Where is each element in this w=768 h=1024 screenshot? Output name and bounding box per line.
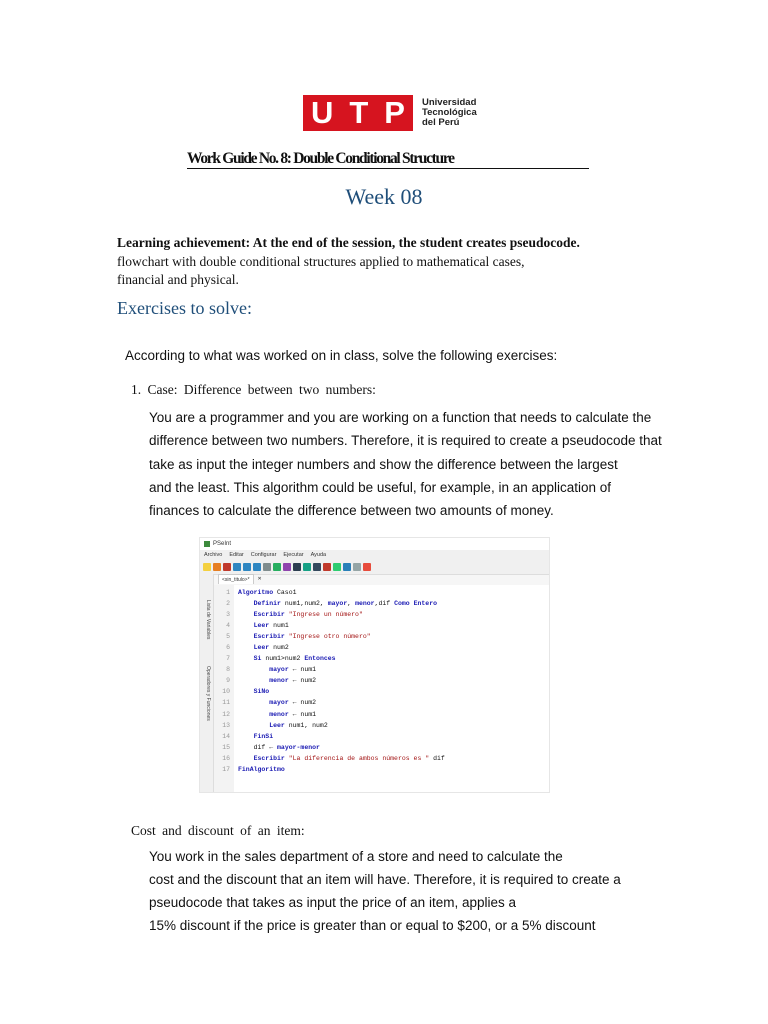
paragraph-line: finances to calculate the difference between two amounts of money.: [149, 503, 554, 519]
line-number: 1: [226, 589, 230, 596]
code-text: ← num2: [288, 699, 317, 707]
code-keyword: Escribir: [253, 754, 285, 762]
code-keyword: FinAlgoritmo: [238, 765, 285, 773]
toolbar-button-icon[interactable]: [263, 563, 271, 571]
logo-badge: [303, 95, 413, 131]
menu-item-ejecutar[interactable]: Ejecutar: [283, 552, 304, 558]
code-keyword: Entonces: [304, 655, 336, 663]
code-line: [214, 609, 445, 620]
code-text: ← num1: [288, 710, 317, 718]
line-number: 2: [226, 600, 230, 608]
code-line: [214, 642, 445, 653]
toolbar-button-icon[interactable]: [203, 563, 211, 571]
line-number: 14: [222, 732, 230, 740]
paragraph-line: You work in the sales department of a store and need to calculate the: [149, 849, 563, 864]
toolbar-button-icon[interactable]: [273, 563, 281, 571]
code-keyword: menor: [269, 677, 289, 685]
paragraph-line: take as input the integer numbers and show the difference between the largest: [149, 456, 618, 472]
line-number: 6: [226, 644, 230, 652]
code-keyword: menor: [355, 600, 375, 608]
code-string: "Ingrese otro número": [288, 633, 371, 641]
code-keyword: mayor: [327, 600, 348, 608]
code-line: [214, 587, 445, 598]
menu-bar: [200, 550, 549, 560]
window-title: PSeInt: [213, 541, 232, 547]
toolbar-button-icon[interactable]: [253, 563, 261, 571]
code-line: [214, 653, 445, 664]
editor-tabbar: [214, 574, 262, 584]
line-number: 10: [222, 688, 230, 696]
line-number: 11: [222, 699, 230, 707]
code-keyword: menor: [269, 710, 289, 718]
exercises-heading: Exercises to solve:: [117, 298, 252, 318]
logo-letter-t: T: [349, 95, 369, 130]
paragraph-line: difference between two numbers. Therefore, it is required to create a pseudocode that: [149, 433, 662, 449]
code-keyword: Escribir: [253, 611, 285, 619]
toolbar-button-icon[interactable]: [283, 563, 291, 571]
line-number: 4: [226, 622, 230, 630]
achievement-bold: Learning achievement: At the end of the session, the student creates pseudocode.: [117, 235, 580, 250]
code-keyword: mayor: [269, 699, 289, 707]
code-text: ,dif: [374, 600, 395, 608]
logo-letter-u: U: [310, 95, 334, 130]
code-string: "Ingrese un número": [288, 611, 363, 619]
toolbar-button-icon[interactable]: [363, 563, 371, 571]
case1-title: 1. Case: Difference between two numbers:: [131, 382, 376, 397]
week-heading: Week 08: [345, 184, 423, 209]
window-titlebar: [200, 538, 549, 550]
code-keyword: mayor-menor: [277, 743, 320, 751]
line-number: 9: [226, 677, 230, 685]
code-keyword: Definir: [253, 600, 281, 608]
code-line: [214, 764, 445, 775]
code-keyword: Leer: [253, 644, 270, 652]
code-keyword: Leer: [253, 622, 270, 630]
logo-line: Tecnológica: [422, 107, 477, 118]
menu-item-configurar[interactable]: Configurar: [250, 552, 277, 558]
code-line: [214, 620, 445, 631]
logo-letter-p: P: [384, 95, 405, 130]
code-line: [214, 598, 445, 609]
line-number: 16: [222, 754, 230, 762]
toolbar-button-icon[interactable]: [243, 563, 251, 571]
pseint-screenshot: [199, 537, 550, 793]
toolbar-button-icon[interactable]: [213, 563, 221, 571]
code-text: dif ←: [253, 743, 278, 751]
code-line: [214, 697, 445, 708]
code-text: Caso1: [273, 589, 297, 596]
code-line: [214, 675, 445, 686]
code-text: dif: [429, 754, 445, 762]
learning-achievement: [117, 234, 677, 290]
line-number: 17: [222, 765, 230, 773]
menu-item-archivo[interactable]: Archivo: [204, 552, 223, 558]
logo-university-name: [422, 98, 477, 128]
toolbar-button-icon[interactable]: [323, 563, 331, 571]
side-panel: [200, 574, 214, 792]
code-text: num1>num2: [261, 655, 305, 663]
paragraph-line: and the least. This algorithm could be useful, for example, in an application of: [149, 479, 612, 495]
case2-title: Cost and discount of an item:: [131, 823, 305, 838]
toolbar-button-icon[interactable]: [223, 563, 231, 571]
tab-untitled[interactable]: <sin_titulo>*: [218, 574, 254, 584]
achievement-line: financial and physical.: [117, 272, 239, 287]
code-editor[interactable]: [214, 585, 549, 792]
toolbar: [200, 560, 549, 575]
toolbar-button-icon[interactable]: [343, 563, 351, 571]
paragraph-line: 15% discount if the price is greater than or equal to $200, or a 5% discount: [149, 918, 596, 933]
line-number: 7: [226, 655, 230, 663]
intro-text: According to what was worked on in class, solve the following exercises:: [125, 348, 558, 363]
operators-functions-label[interactable]: Operadores y Funciones: [205, 666, 211, 721]
paragraph-line: cost and the discount that an item will have. Therefore, it is required to create a: [149, 872, 621, 887]
utp-logo: [303, 95, 477, 131]
code-keyword: FinSi: [253, 732, 274, 740]
code-text: num1,num2,: [280, 600, 328, 608]
case2-description: [149, 845, 649, 937]
variables-list-label[interactable]: Lista de Variables: [205, 600, 211, 640]
code-keyword: Escribir: [253, 633, 285, 641]
code-line: [214, 720, 445, 731]
code-text: ← num1: [288, 666, 317, 674]
toolbar-button-icon[interactable]: [313, 563, 321, 571]
code-line: [214, 664, 445, 675]
code-text: ← num2: [288, 677, 317, 685]
code-line: [214, 753, 445, 764]
code-string: "La diferencia de ambos números es ": [288, 754, 430, 762]
menu-item-editar[interactable]: Editar: [229, 552, 244, 558]
case1-description: [149, 406, 662, 522]
code-lines: [214, 587, 445, 775]
logo-line: del Perú: [422, 117, 460, 128]
pseint-app-icon: [204, 541, 210, 547]
code-text: ,: [347, 600, 356, 608]
toolbar-button-icon[interactable]: [303, 563, 311, 571]
code-line: [214, 709, 445, 720]
close-icon[interactable]: ✕: [257, 576, 262, 582]
toolbar-button-icon[interactable]: [233, 563, 241, 571]
code-keyword: Algoritmo: [238, 589, 274, 596]
code-keyword: mayor: [269, 666, 289, 674]
toolbar-button-icon[interactable]: [333, 563, 341, 571]
line-number: 3: [226, 611, 230, 619]
line-number: 8: [226, 666, 230, 674]
line-number: 13: [222, 721, 230, 729]
code-text: num2: [269, 644, 289, 652]
toolbar-button-icon[interactable]: [353, 563, 361, 571]
achievement-line: flowchart with double conditional structures applied to mathematical cases,: [117, 253, 525, 269]
code-keyword: SiNo: [253, 688, 270, 696]
code-line: [214, 742, 445, 753]
paragraph-line: You are a programmer and you are working on a function that needs to calculate the: [149, 410, 652, 425]
code-text: num1, num2: [284, 721, 328, 729]
paragraph-line: pseudocode that takes as input the price of an item, applies a: [149, 895, 516, 910]
code-line: [214, 631, 445, 642]
line-number: 5: [226, 633, 230, 641]
guide-title: Work Guide No. 8: Double Conditional Structure: [187, 150, 589, 169]
line-number: 15: [222, 743, 230, 751]
toolbar-button-icon[interactable]: [293, 563, 301, 571]
code-line: [214, 686, 445, 697]
line-number: 12: [222, 710, 230, 718]
logo-line: Universidad: [422, 97, 477, 108]
code-text: num1: [269, 622, 289, 630]
code-keyword: Si: [253, 655, 262, 663]
code-line: [214, 731, 445, 742]
menu-item-ayuda[interactable]: Ayuda: [310, 552, 327, 558]
code-keyword: Leer: [269, 721, 285, 729]
code-keyword: Como Entero: [394, 600, 438, 608]
